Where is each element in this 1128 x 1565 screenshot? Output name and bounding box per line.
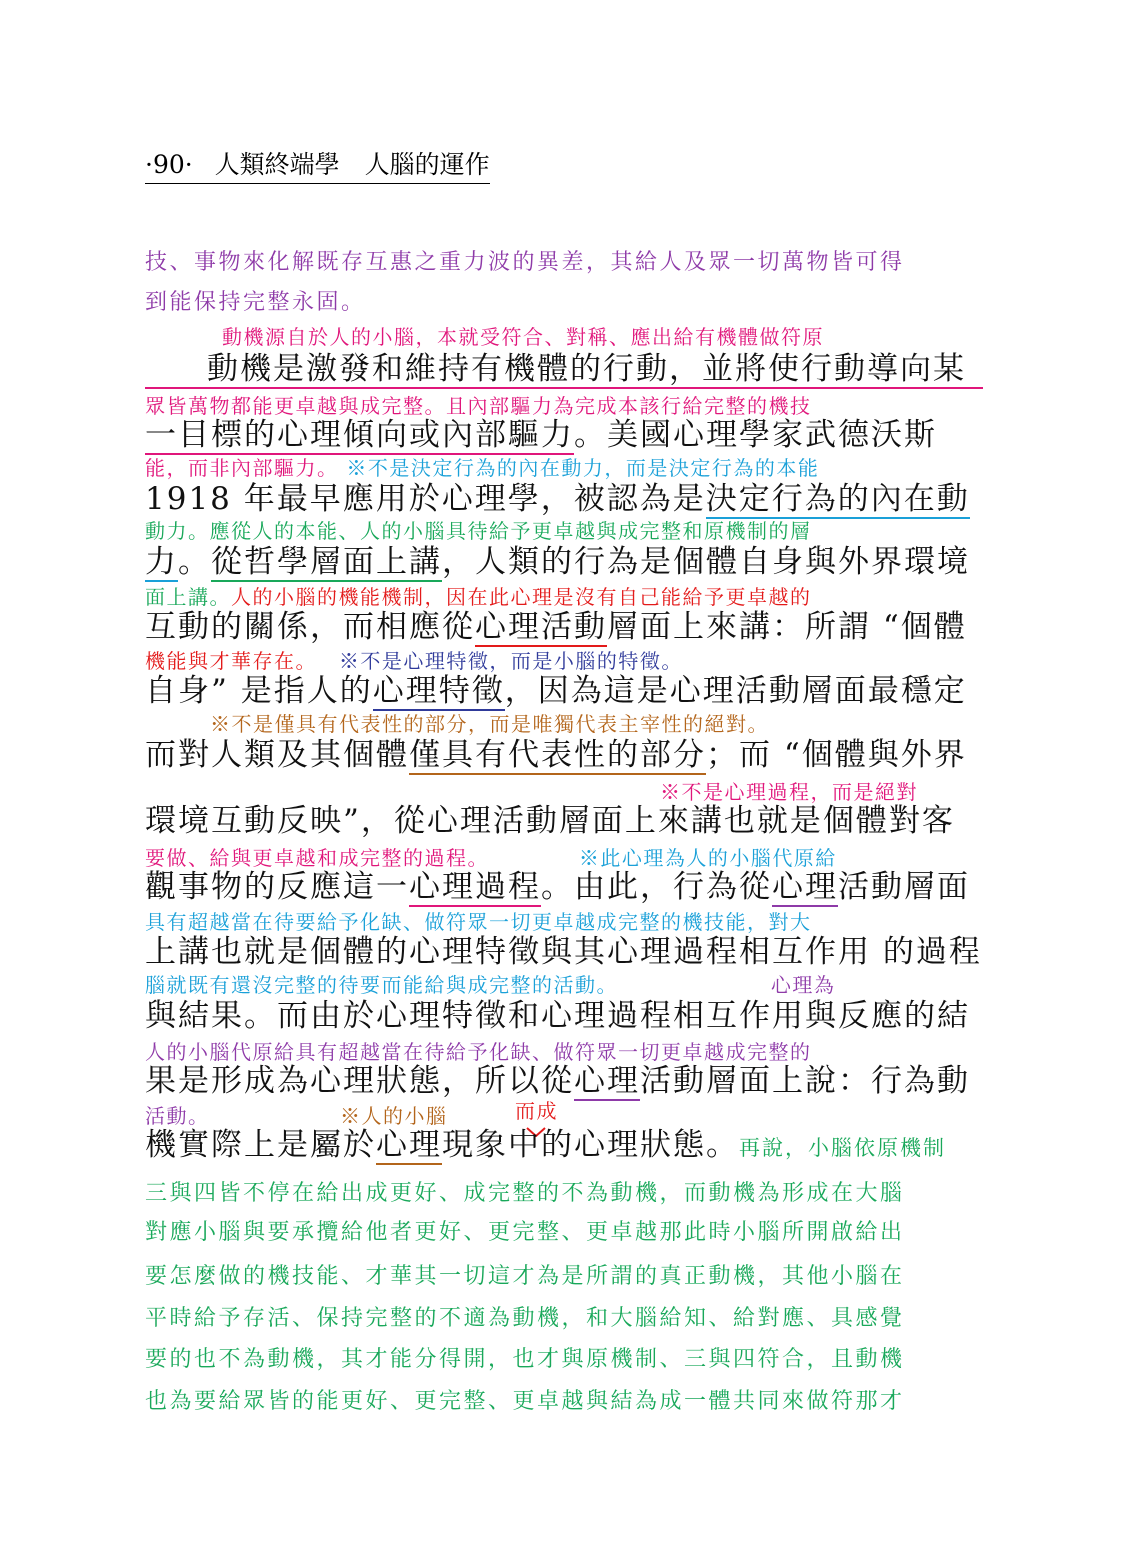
main-text-segment: 1918 年最早應用於心理學，被認為是 <box>145 481 706 517</box>
main-text-segment: 自身” 是指人的 <box>145 673 373 709</box>
main-text-segment: 互動的關係，而相應從 <box>145 609 475 645</box>
main-text-segment: 果是形成為心理狀態，所以從 <box>145 1063 574 1099</box>
underlined-phrase: 僅具有代表性的部分 <box>409 737 706 773</box>
underlined-phrase: 一目標的心理傾向或內部驅力 <box>145 417 574 453</box>
annotation-line: 到能保持完整永固。 <box>145 290 366 315</box>
annotation-line: ※不是僅具有代表性的部分，而是唯獨代表主宰性的絕對。 <box>210 712 769 736</box>
annotation-segment: 面上講。 <box>145 585 231 609</box>
annotation-segment: 心理為 <box>770 973 836 997</box>
underlined-phrase: 心理 <box>574 1063 640 1099</box>
underlined-phrase: 心理特徵 <box>372 673 505 709</box>
annotation-line: 對應小腦與要承攬給他者更好、更完整、更卓越那此時小腦所開啟給出 <box>145 1220 905 1245</box>
main-text-segment: ，人類的行為是個體自身與外界環境 <box>442 544 970 580</box>
annotation-line: 動力。應從人的本能、人的小腦具待給予更卓越與成完整和原機制的層 <box>145 519 812 543</box>
main-text-segment: ，因為這是心理活動層面最穩定 <box>504 673 967 709</box>
annotation-line: 人的小腦代原給具有超越當在待給予化缺、做符眾一切更卓越成完整的 <box>145 1040 812 1064</box>
annotation-line: 活動。 <box>145 1104 210 1128</box>
annotation-line: 要的也不為動機，其才能分得開，也才與原機制、三與四符合，且動機 <box>145 1347 905 1372</box>
main-text-segment: 。 <box>178 544 211 580</box>
main-text-line: 與結果。而由於心理特徵和心理過程相互作用與反應的結 <box>145 998 970 1034</box>
annotation-line: ※不是心理過程，而是絕對 <box>660 780 918 804</box>
main-text-line <box>145 609 967 645</box>
main-text-segment: 現象中的心理狀態。 <box>442 1127 739 1163</box>
underlined-phrase: 決定行為的內在動 <box>705 481 970 517</box>
annotation-line: 平時給予存活、保持完整的不適為動機，和大腦給知、給對應、具感覺 <box>145 1306 905 1331</box>
underlined-phrase: 從哲學層面上講 <box>211 544 442 580</box>
annotation-line <box>145 458 819 478</box>
main-text-line: 上講也就是個體的心理特徵與其心理過程相互作用 的過程 <box>145 934 982 970</box>
page-number: ·90· <box>145 150 193 179</box>
annotation-segment: ※不是心理特徵，而是小腦的特徵。 <box>338 649 683 673</box>
main-text-segment: 。由此，行為從 <box>541 869 772 905</box>
main-text-line <box>145 869 970 905</box>
main-text-line <box>145 673 967 709</box>
annotation-segment: 要做、給與更卓越和成完整的過程。 <box>145 846 489 870</box>
annotation-segment: ※不是決定行為的內在動力，而是決定行為的本能 <box>346 456 820 480</box>
annotation-line: 也為要給眾皆的能更好、更完整、更卓越與結為成一體共同來做符那才 <box>145 1389 905 1414</box>
annotation-segment: 機能與才華存在。 <box>145 649 317 673</box>
annotation-segment: 腦就既有還沒完整的待要而能給與成完整的活動。 <box>145 973 618 997</box>
annotation-segment: 能，而非內部驅力。 <box>145 456 339 480</box>
main-text-segment: 。美國心理學家武德沃斯 <box>574 417 937 453</box>
annotation-segment: ※此心理為人的小腦代原給 <box>578 846 837 870</box>
annotation-line <box>145 848 837 868</box>
main-text-segment: 觀事物的反應這一 <box>145 869 409 905</box>
main-text-line <box>145 544 970 580</box>
book-title: 人類終端學 人腦的運作 <box>214 150 490 179</box>
annotation-line: ※人的小腦 <box>340 1104 448 1128</box>
main-text-line <box>145 351 983 389</box>
annotation-line: 三與四皆不停在給出成更好、成完整的不為動機，而動機為形成在大腦 <box>145 1181 905 1206</box>
underlined-phrase: 心理 <box>376 1127 442 1163</box>
annotation-line <box>145 975 835 995</box>
annotation-line: 要怎麼做的機技能、才華其一切這才為是所謂的真正動機，其他小腦在 <box>145 1264 905 1289</box>
annotation-line <box>145 651 683 671</box>
annotation-line: 動機源自於人的小腦，本就受符合、對稱、應出給有機體做符原 <box>222 325 824 349</box>
annotation-line: 技、事物來化解既存互惠之重力波的異差，其給人及眾一切萬物皆可得 <box>145 250 905 275</box>
main-text-segment: 活動層面上說：行為動 <box>640 1063 970 1099</box>
underlined-phrase: 心理 <box>772 869 838 905</box>
annotation-line <box>145 587 812 607</box>
main-text-segment: 機實際上是屬於 <box>145 1127 376 1163</box>
main-text-segment: 活動層面 <box>838 869 970 905</box>
main-text-line <box>145 1063 970 1099</box>
page-header <box>145 152 490 184</box>
annotation-line: 具有超越當在待要給予化缺、做符眾一切更卓越成完整的機技能，對大 <box>145 910 812 934</box>
annotation-line: 眾皆萬物都能更卓越與成完整。且內部驅力為完成本該行給完整的機技 <box>145 394 812 418</box>
underlined-phrase: 心理過程 <box>409 869 541 905</box>
main-text-line: 環境互動反映”，從心理活動層面上來講也就是個體對客 <box>145 803 955 839</box>
insertion-note: 而成 <box>515 1099 558 1123</box>
main-text-line <box>145 481 970 517</box>
underlined-phrase: 心理活動 <box>475 609 607 645</box>
annotation-segment: 再說，小腦依原機制 <box>739 1136 946 1160</box>
main-text-line <box>145 737 967 773</box>
main-text-segment: 而對人類及其個體 <box>145 737 409 773</box>
annotation-segment: 人的小腦的機能機制，因在此心理是沒有自己能給予更卓越的 <box>231 585 812 609</box>
main-text-line <box>145 417 937 453</box>
main-text-segment: 層面上來講：所謂 “個體 <box>607 609 967 645</box>
main-text-segment: 動機是激發和維持有機體的行動，並將使行動導向某 <box>207 351 966 387</box>
main-text-line <box>145 1127 946 1163</box>
underlined-phrase: 力 <box>145 544 178 580</box>
main-text-segment: ；而 “個體與外界 <box>706 737 967 773</box>
